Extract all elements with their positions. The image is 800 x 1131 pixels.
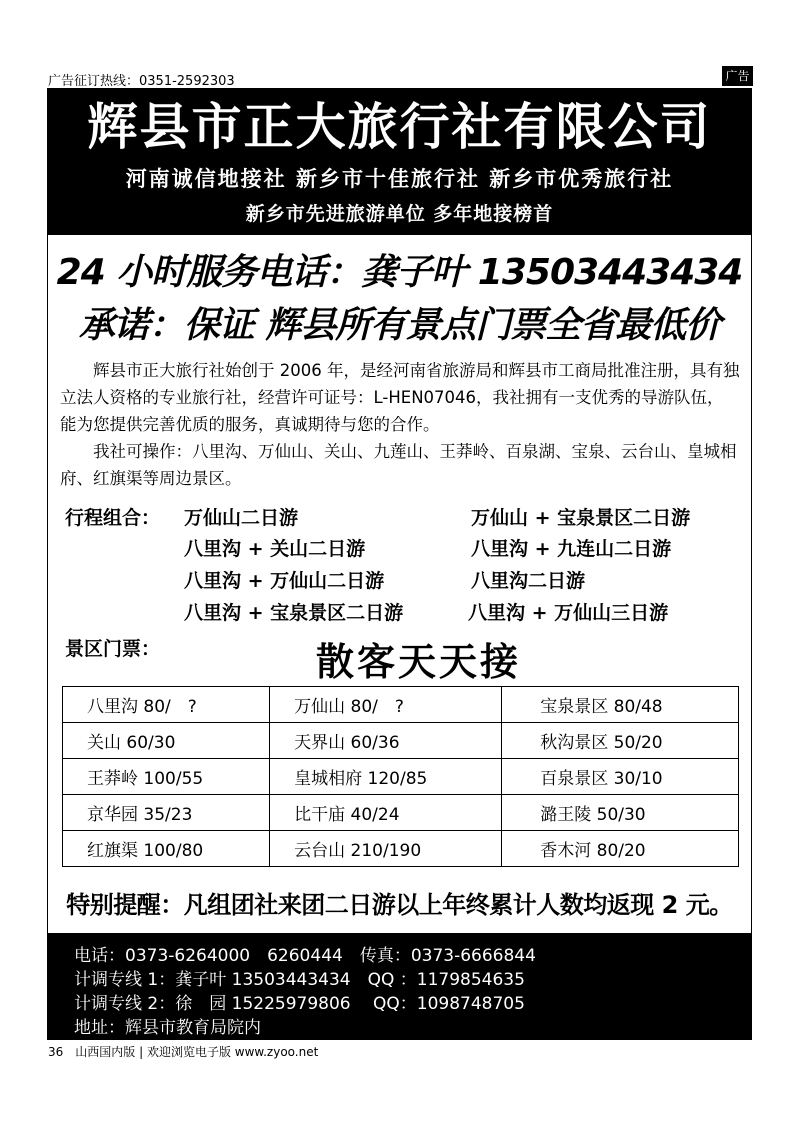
intro-paragraph-1: 辉县市正大旅行社始创于 2006 年，是经河南省旅游局和辉县市工商局批准注册，具有独立法人资格的专业旅行社，经营许可证号：L-HEN07046，我社拥有一支优秀的导游队伍，能为您提供完善优质的服务，真诚期待与您的合作。 <box>60 361 740 434</box>
ticket-cell: 万仙山 80/ ? <box>270 687 502 723</box>
ticket-cell: 秋沟景区 50/20 <box>502 723 739 759</box>
ticket-cell: 天界山 60/36 <box>270 723 502 759</box>
itinerary-item: 万仙山二日游 <box>184 507 299 529</box>
ticket-cell: 云台山 210/190 <box>270 831 502 867</box>
itinerary-item: 八里沟 + 宝泉景区二日游 <box>184 602 404 624</box>
ticket-cell: 京华园 35/23 <box>63 795 270 831</box>
honors-line-2: 新乡市先进旅游单位 多年地接榜首 <box>245 203 554 225</box>
company-name: 辉县市正大旅行社有限公司 <box>87 98 712 156</box>
itinerary-item: 八里沟 + 关山二日游 <box>184 538 366 560</box>
header-banner <box>48 89 751 235</box>
walkin-banner: 散客天天接 <box>316 640 522 684</box>
itinerary-label: 行程组合： <box>65 507 161 529</box>
ticket-cell: 比干庙 40/24 <box>270 795 502 831</box>
advertisement-frame <box>47 88 752 1040</box>
table-row <box>63 831 739 867</box>
table-row <box>63 723 739 759</box>
contact-block <box>48 933 751 1040</box>
ticket-cell: 香木河 80/20 <box>502 831 739 867</box>
ticket-cell: 皇城相府 120/85 <box>270 759 502 795</box>
itinerary-item: 八里沟 + 万仙山二日游 <box>184 570 385 592</box>
honors-line-1: 河南诚信地接社 新乡市十佳旅行社 新乡市优秀旅行社 <box>125 167 674 191</box>
table-row <box>63 795 739 831</box>
contact-address: 地址：辉县市教育局院内 <box>74 1018 261 1038</box>
contact-line-1: 计调专线 1：龚子叶 13503443434 QQ ：1179854635 <box>74 970 525 990</box>
itinerary-item: 万仙山 + 宝泉景区二日游 <box>471 507 691 529</box>
intro-text <box>60 357 740 492</box>
contact-line-2: 计调专线 2：徐 园 15225979806 QQ：1098748705 <box>74 994 525 1014</box>
ticket-cell: 百泉景区 30/10 <box>502 759 739 795</box>
contact-phone-fax: 电话：0373-6264000 6260444 传真：0373-6666844 <box>74 946 536 966</box>
ticket-cell: 潞王陵 50/30 <box>502 795 739 831</box>
tickets-label: 景区门票： <box>65 638 161 660</box>
ticket-cell: 王莽岭 100/55 <box>63 759 270 795</box>
ticket-cell: 八里沟 80/ ? <box>63 687 270 723</box>
itinerary-item: 八里沟 + 万仙山三日游 <box>468 602 669 624</box>
ticket-price-table <box>62 686 739 867</box>
price-promise-headline: 承诺：保证 辉县所有景点门票全省最低价 <box>78 305 721 346</box>
page-footer: 36 山西国内版 | 欢迎浏览电子版 www.zyoo.net <box>48 1045 319 1059</box>
itinerary-item: 八里沟二日游 <box>471 570 586 592</box>
service-phone-headline: 24 小时服务电话：龚子叶 13503443434 <box>56 252 743 293</box>
special-notice: 特别提醒：凡组团社来团二日游以上年终累计人数均返现 2 元。 <box>66 891 733 919</box>
table-row <box>63 687 739 723</box>
ad-hotline: 广告征订热线：0351-2592303 <box>48 74 235 89</box>
intro-paragraph-2: 我社可操作：八里沟、万仙山、关山、九莲山、王莽岭、百泉湖、宝泉、云台山、皇城相府、红旗渠等周边景区。 <box>60 442 737 488</box>
itinerary-item: 八里沟 + 九连山二日游 <box>471 538 672 560</box>
ad-tag: 广告 <box>722 66 753 86</box>
ticket-cell: 红旗渠 100/80 <box>63 831 270 867</box>
ticket-cell: 宝泉景区 80/48 <box>502 687 739 723</box>
table-row <box>63 759 739 795</box>
ticket-cell: 关山 60/30 <box>63 723 270 759</box>
